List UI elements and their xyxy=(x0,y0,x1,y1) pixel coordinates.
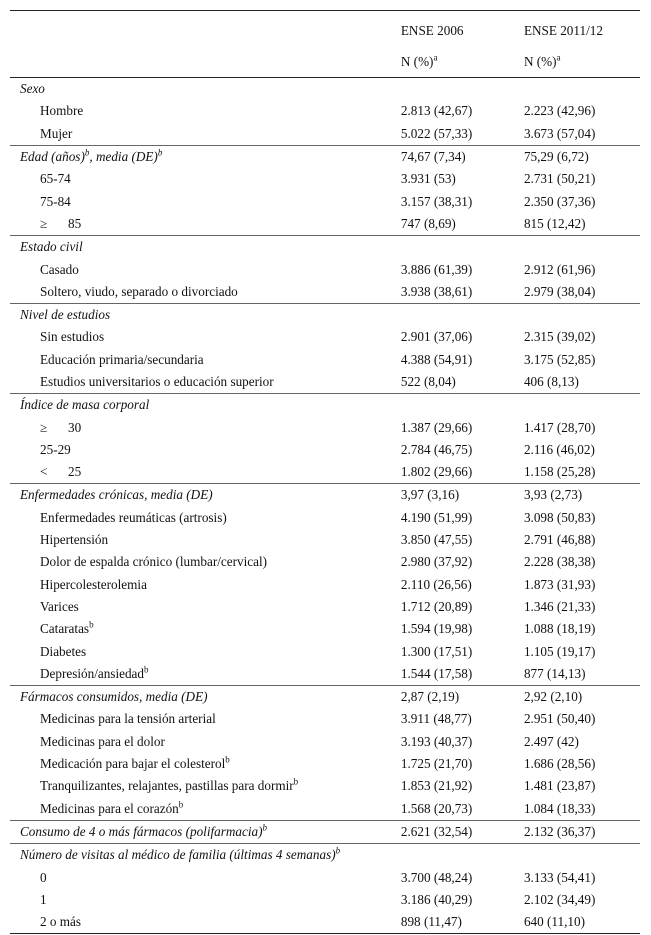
row-label-cell xyxy=(10,820,401,843)
row-label: 30 xyxy=(68,419,82,435)
footnote-sup: b xyxy=(293,776,299,787)
row-label: Diabetes xyxy=(40,643,87,659)
footnote-sup: b xyxy=(262,822,267,833)
table-body xyxy=(10,78,640,934)
row-label-cell xyxy=(10,461,401,484)
table-row xyxy=(10,889,640,911)
value-ense-2011: 3.673 (57,04) xyxy=(523,125,596,141)
row-label: Cataratas xyxy=(40,621,90,637)
row-label: Enfermedades reumáticas (artrosis) xyxy=(40,509,227,525)
comparison-symbol: < xyxy=(40,464,48,480)
value-ense-2006: 1.300 (17,51) xyxy=(400,643,473,659)
row-label: Varices xyxy=(40,598,79,614)
row-label: Hipercolesterolemia xyxy=(40,576,147,592)
table-row xyxy=(10,507,640,529)
row-label-cell xyxy=(10,911,401,934)
table-row xyxy=(10,258,640,280)
value-ense-2006: 3.193 (40,37) xyxy=(400,733,473,749)
row-label-cell xyxy=(10,349,401,371)
value-ense-2011: 1.158 (25,28) xyxy=(523,464,596,480)
value-ense-2006: 1.712 (20,89) xyxy=(400,598,473,614)
value-ense-2011: 1.084 (18,33) xyxy=(523,800,596,816)
row-label: Sin estudios xyxy=(40,329,105,345)
col-ense-2006-title: ENSE 2006 xyxy=(401,11,524,47)
category-row xyxy=(10,686,640,709)
value-ense-2011: 815 (12,42) xyxy=(523,215,586,231)
value-ense-2006: 1.725 (21,70) xyxy=(400,756,473,772)
row-label: Mujer xyxy=(40,125,73,141)
value-ense-2011: 1.417 (28,70) xyxy=(523,419,596,435)
value-ense-2011: 2.731 (50,21) xyxy=(523,171,596,187)
row-label: Número de visitas al médico de familia (últimas 4 semanas) xyxy=(20,847,336,863)
row-label: 0 xyxy=(40,869,47,885)
table-container xyxy=(10,10,640,934)
row-label-cell xyxy=(10,775,401,797)
row-label: Tranquilizantes, relajantes, pastillas para dormir xyxy=(40,778,294,794)
header-empty-cell xyxy=(10,11,401,47)
value-ense-2011: 2.497 (42) xyxy=(523,733,579,749)
row-label-cell xyxy=(10,731,401,753)
row-label: 2 o más xyxy=(40,914,82,930)
value-ense-2006: 2.980 (37,92) xyxy=(400,554,473,570)
value-ense-2011: 406 (8,13) xyxy=(523,374,579,389)
value-ense-2006 xyxy=(401,303,524,326)
footnote-sup: b xyxy=(89,619,94,630)
row-label-cell xyxy=(10,798,401,821)
table-row xyxy=(10,618,640,640)
table-row xyxy=(10,596,640,618)
value-ense-2011: 1.088 (18,19) xyxy=(523,621,596,637)
table-row xyxy=(10,798,640,821)
row-label: Sexo xyxy=(20,81,45,97)
row-label: 25 xyxy=(68,464,82,480)
row-label-cell xyxy=(10,371,401,394)
row-label-cell xyxy=(10,686,401,709)
data-table xyxy=(10,10,640,934)
table-row xyxy=(10,640,640,662)
row-label: 65-74 xyxy=(40,171,71,187)
value-ense-2006: 3.911 (48,77) xyxy=(400,711,472,727)
value-ense-2006: 3,97 (3,16) xyxy=(401,484,524,507)
category-row xyxy=(10,844,640,867)
table-row xyxy=(10,123,640,146)
header-row-titles xyxy=(10,11,640,47)
value-ense-2006: 2.901 (37,06) xyxy=(400,329,473,345)
value-ense-2011: 2.979 (38,04) xyxy=(523,283,596,299)
value-ense-2006 xyxy=(401,78,524,101)
value-ense-2011: 3.098 (50,83) xyxy=(523,509,596,525)
value-ense-2006: 2.784 (46,75) xyxy=(400,441,473,457)
footnote-sup: b xyxy=(225,754,230,765)
footnote-sup: b xyxy=(84,147,90,158)
table-row xyxy=(10,911,640,934)
table-row xyxy=(10,100,640,122)
value-ense-2006: 1.544 (17,58) xyxy=(400,665,473,681)
row-label-cell xyxy=(10,168,401,190)
n-label: N (%) xyxy=(523,53,557,69)
value-ense-2006: 4.190 (51,99) xyxy=(400,509,473,525)
footnote-sup: b xyxy=(335,845,341,856)
row-label: Medicación para bajar el colesterol xyxy=(40,756,226,772)
table-row xyxy=(10,551,640,573)
col-ense-2006-unit xyxy=(401,46,524,78)
row-label-cell xyxy=(10,236,401,259)
table-row xyxy=(10,731,640,753)
table-row xyxy=(10,574,640,596)
value-ense-2006: 1.568 (20,73) xyxy=(400,800,473,816)
row-label-cell xyxy=(10,303,401,326)
n-footnote-sup: a xyxy=(433,52,438,63)
value-ense-2011: 2.223 (42,96) xyxy=(523,103,596,119)
value-ense-2006: 2.110 (26,56) xyxy=(400,576,472,592)
value-ense-2011 xyxy=(524,844,640,867)
value-ense-2011: 2.228 (38,38) xyxy=(523,554,596,570)
value-ense-2011: 1.686 (28,56) xyxy=(523,756,596,772)
value-ense-2006: 5.022 (57,33) xyxy=(400,125,473,141)
row-label: Medicinas para el corazón xyxy=(40,800,179,816)
value-ense-2006: 3.938 (38,61) xyxy=(400,283,473,299)
row-label: Estudios universitarios o educación superior xyxy=(40,374,274,389)
row-label: 1 xyxy=(40,891,47,907)
table-row xyxy=(10,708,640,730)
value-ense-2006: 3.886 (61,39) xyxy=(400,261,473,277)
value-ense-2006: 3.850 (47,55) xyxy=(400,532,473,548)
row-label-cell xyxy=(10,145,401,168)
category-row xyxy=(10,303,640,326)
value-ense-2006: 3.931 (53) xyxy=(400,171,456,187)
row-label: Hombre xyxy=(40,103,84,119)
row-label: 85 xyxy=(68,215,82,231)
table-row xyxy=(10,371,640,394)
value-ense-2006 xyxy=(401,236,524,259)
row-label-cell xyxy=(10,394,401,417)
row-label: 75-84 xyxy=(40,193,71,209)
category-row xyxy=(10,78,640,101)
category-row xyxy=(10,820,640,843)
value-ense-2011: 3,93 (2,73) xyxy=(524,484,640,507)
value-ense-2006: 3.186 (40,29) xyxy=(400,891,473,907)
footnote-sup: b xyxy=(157,147,163,158)
row-label-cell xyxy=(10,484,401,507)
table-row xyxy=(10,439,640,461)
value-ense-2011: 2.912 (61,96) xyxy=(523,261,596,277)
table-row xyxy=(10,866,640,888)
row-label-cell xyxy=(10,258,401,280)
table-row xyxy=(10,416,640,438)
value-ense-2011: 3.175 (52,85) xyxy=(523,351,596,367)
value-ense-2006: 4.388 (54,91) xyxy=(400,351,473,367)
table-row xyxy=(10,461,640,484)
row-label-cell xyxy=(10,326,401,348)
row-label-cell xyxy=(10,190,401,212)
value-ense-2006: 74,67 (7,34) xyxy=(401,145,524,168)
row-label: Depresión/ansiedad xyxy=(40,665,144,681)
row-label: Enfermedades crónicas, media (DE) xyxy=(20,487,213,503)
value-ense-2011: 2.116 (46,02) xyxy=(523,441,595,457)
value-ense-2011: 2.791 (46,88) xyxy=(523,532,596,548)
row-label-cell xyxy=(10,100,401,122)
row-label: Casado xyxy=(40,261,79,277)
value-ense-2006 xyxy=(401,394,524,417)
footnote-sup: b xyxy=(178,799,184,810)
header-row-units xyxy=(10,46,640,78)
row-label-cell xyxy=(10,213,401,236)
value-ense-2006: 747 (8,69) xyxy=(400,215,456,231)
col-ense-2011-unit xyxy=(524,46,640,78)
row-label-cell xyxy=(10,574,401,596)
table-row xyxy=(10,190,640,212)
row-label: 25-29 xyxy=(40,441,71,457)
row-label-cell xyxy=(10,708,401,730)
row-label: Dolor de espalda crónico (lumbar/cervical) xyxy=(40,554,268,570)
row-label-cell xyxy=(10,281,401,304)
row-label: Edad (años) xyxy=(20,149,85,165)
table-row xyxy=(10,281,640,304)
row-label: Fármacos consumidos, media (DE) xyxy=(20,689,208,705)
table-row xyxy=(10,349,640,371)
value-ense-2011 xyxy=(524,78,640,101)
value-ense-2006: 2.813 (42,67) xyxy=(400,103,473,119)
table-row xyxy=(10,168,640,190)
value-ense-2011 xyxy=(524,394,640,417)
row-label: Estado civil xyxy=(20,239,83,255)
comparison-symbol: ≥ xyxy=(40,215,48,231)
row-label-cell xyxy=(10,507,401,529)
row-label: Consumo de 4 o más fármacos (polifarmacia) xyxy=(20,823,263,839)
value-ense-2006: 898 (11,47) xyxy=(401,911,524,934)
value-ense-2011: 877 (14,13) xyxy=(523,665,586,681)
table-row xyxy=(10,663,640,686)
row-label-cell xyxy=(10,78,401,101)
value-ense-2011: 3.133 (54,41) xyxy=(523,869,596,885)
row-label-cell xyxy=(10,618,401,640)
n-footnote-sup: a xyxy=(556,52,561,63)
value-ense-2011: 1.346 (21,33) xyxy=(523,598,596,614)
comparison-symbol: ≥ xyxy=(40,419,48,435)
value-ense-2011: 1.873 (31,93) xyxy=(523,576,596,592)
row-label: Índice de masa corporal xyxy=(20,397,150,413)
value-ense-2011: 2.315 (39,02) xyxy=(523,329,596,345)
row-label-cell xyxy=(10,416,401,438)
row-label-cell xyxy=(10,753,401,775)
value-ense-2011: 75,29 (6,72) xyxy=(524,145,640,168)
row-label: Educación primaria/secundaria xyxy=(40,351,204,367)
value-ense-2006: 1.387 (29,66) xyxy=(400,419,473,435)
value-ense-2011: 2,92 (2,10) xyxy=(524,686,640,709)
row-label-cell xyxy=(10,551,401,573)
row-label-cell xyxy=(10,844,401,867)
value-ense-2011: 2.951 (50,40) xyxy=(523,711,596,727)
value-ense-2011: 1.481 (23,87) xyxy=(523,778,596,794)
col-ense-2011-title: ENSE 2011/12 xyxy=(524,11,640,47)
value-ense-2011: 2.132 (36,37) xyxy=(524,820,640,843)
row-label-cell xyxy=(10,663,401,686)
row-label-suffix: , media (DE) xyxy=(89,149,158,165)
row-label-cell xyxy=(10,866,401,888)
value-ense-2006: 522 (8,04) xyxy=(400,374,456,389)
row-label-cell xyxy=(10,640,401,662)
row-label-cell xyxy=(10,889,401,911)
value-ense-2011: 1.105 (19,17) xyxy=(523,643,596,659)
value-ense-2006: 3.700 (48,24) xyxy=(400,869,473,885)
row-label: Hipertensión xyxy=(40,532,109,548)
table-row xyxy=(10,775,640,797)
value-ense-2006: 3.157 (38,31) xyxy=(400,193,473,209)
value-ense-2006: 2,87 (2,19) xyxy=(401,686,524,709)
category-row xyxy=(10,394,640,417)
category-row xyxy=(10,145,640,168)
value-ense-2006: 1.594 (19,98) xyxy=(400,621,473,637)
row-label: Nivel de estudios xyxy=(20,307,111,323)
value-ense-2011 xyxy=(524,236,640,259)
category-row xyxy=(10,484,640,507)
table-row xyxy=(10,753,640,775)
row-label: Soltero, viudo, separado o divorciado xyxy=(40,283,238,299)
table-row xyxy=(10,213,640,236)
value-ense-2006: 1.853 (21,92) xyxy=(400,778,473,794)
n-label: N (%) xyxy=(400,53,434,69)
header-empty-cell xyxy=(10,46,401,78)
row-label-cell xyxy=(10,123,401,146)
value-ense-2006 xyxy=(401,844,524,867)
table-row xyxy=(10,326,640,348)
category-row xyxy=(10,236,640,259)
value-ense-2011 xyxy=(524,303,640,326)
footnote-sup: b xyxy=(144,664,149,675)
value-ense-2011: 2.350 (37,36) xyxy=(523,193,596,209)
table-row xyxy=(10,529,640,551)
value-ense-2011: 640 (11,10) xyxy=(524,911,640,934)
value-ense-2006: 2.621 (32,54) xyxy=(401,820,524,843)
row-label-cell xyxy=(10,439,401,461)
row-label: Medicinas para la tensión arterial xyxy=(40,711,216,727)
row-label: Medicinas para el dolor xyxy=(40,733,165,749)
row-label-cell xyxy=(10,529,401,551)
value-ense-2011: 2.102 (34,49) xyxy=(523,891,596,907)
value-ense-2006: 1.802 (29,66) xyxy=(400,464,473,480)
row-label-cell xyxy=(10,596,401,618)
